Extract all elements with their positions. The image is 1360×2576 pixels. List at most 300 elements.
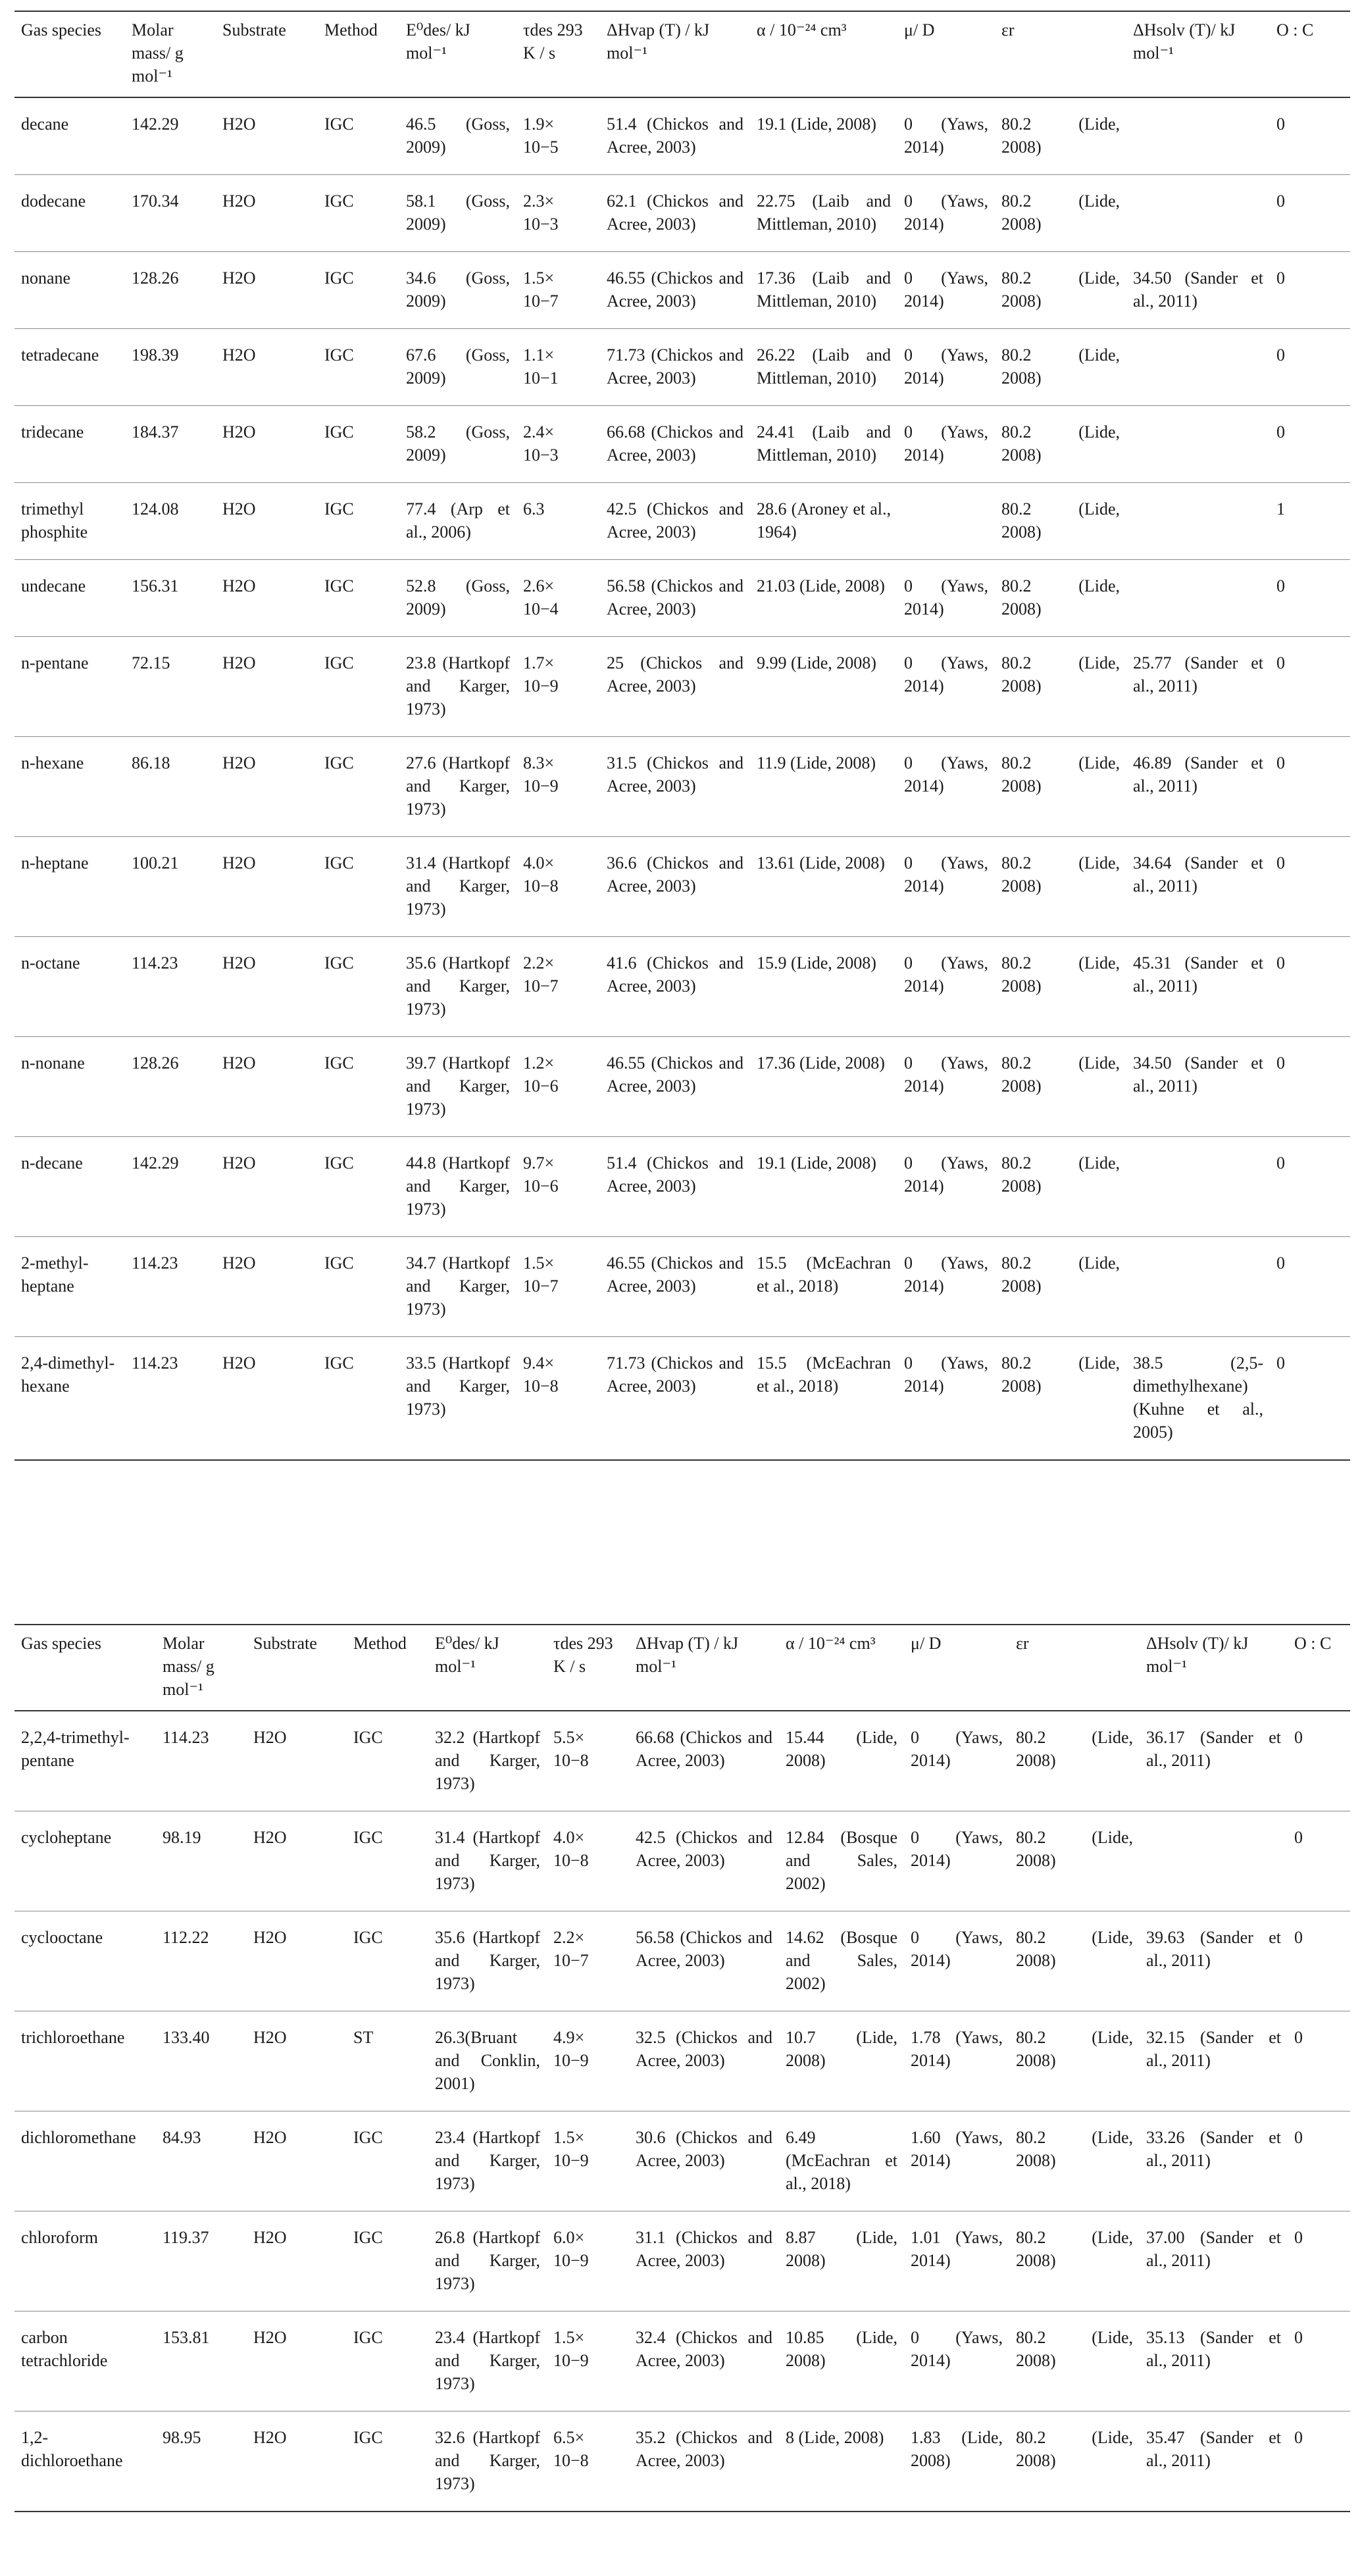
table-row [14,737,1350,837]
cell-species: trichloroethane [14,2011,156,2111]
cell-dhsolv [1126,1137,1270,1237]
cell-epsr: 80.2 (Lide, 2008) [995,937,1126,1037]
table-row [14,483,1350,560]
cell-dhsolv [1126,175,1270,252]
cell-epsr: 80.2 (Lide, 2008) [995,1337,1126,1461]
cell-edes: 67.6 (Goss, 2009) [399,329,516,406]
cell-epsr: 80.2 (Lide, 2008) [995,1037,1126,1137]
cell-edes: 31.4 (Hartkopf and Karger, 1973) [428,1811,547,1911]
cell-method: IGC [347,2412,428,2512]
cell-mu: 0 (Yaws, 2014) [897,937,995,1037]
cell-edes: 77.4 (Arp et al., 2006) [399,483,516,560]
table-body-part-2 [14,1711,1350,2512]
cell-dhsolv: 39.63 (Sander et al., 2011) [1140,1911,1288,2011]
cell-dhvap: 30.6 (Chickos and Acree, 2003) [629,2111,779,2211]
cell-method: IGC [318,837,399,937]
table-row [14,937,1350,1037]
cell-oc: 0 [1270,1237,1350,1337]
cell-dhsolv [1126,560,1270,637]
cell-alpha: 17.36 (Laib and Mittleman, 2010) [750,252,897,329]
cell-substrate: H2O [216,937,318,1037]
cell-epsr: 80.2 (Lide, 2008) [995,483,1126,560]
header-edes: E⁰des/ kJ mol⁻¹ [428,1625,547,1711]
cell-molar-mass: 114.23 [125,937,216,1037]
table-row [14,1237,1350,1337]
cell-oc: 0 [1270,97,1350,175]
cell-edes: 34.6 (Goss, 2009) [399,252,516,329]
cell-dhvap: 42.5 (Chickos and Acree, 2003) [629,1811,779,1911]
cell-substrate: H2O [216,97,318,175]
cell-mu: 0 (Yaws, 2014) [897,329,995,406]
cell-dhsolv: 46.89 (Sander et al., 2011) [1126,737,1270,837]
cell-dhsolv: 34.50 (Sander et al., 2011) [1126,252,1270,329]
cell-substrate: H2O [247,2111,347,2211]
cell-mu: 0 (Yaws, 2014) [897,1337,995,1461]
table-row [14,175,1350,252]
cell-oc: 0 [1270,406,1350,483]
cell-mu: 0 (Yaws, 2014) [897,1137,995,1237]
header-mu: μ/ D [904,1625,1009,1711]
cell-alpha: 28.6 (Aroney et al., 1964) [750,483,897,560]
cell-species: cyclooctane [14,1911,156,2011]
cell-method: IGC [347,1711,428,1811]
cell-edes: 32.2 (Hartkopf and Karger, 1973) [428,1711,547,1811]
cell-epsr: 80.2 (Lide, 2008) [1009,2311,1140,2412]
cell-molar-mass: 119.37 [156,2211,247,2311]
cell-alpha: 10.85 (Lide, 2008) [779,2311,904,2412]
cell-edes: 26.3(Bruant and Conklin, 2001) [428,2011,547,2111]
cell-epsr: 80.2 (Lide, 2008) [995,1237,1126,1337]
cell-alpha: 15.5 (McEachran et al., 2018) [750,1337,897,1461]
cell-epsr: 80.2 (Lide, 2008) [1009,2412,1140,2512]
cell-edes: 26.8 (Hartkopf and Karger, 1973) [428,2211,547,2311]
header-alpha: α / 10⁻²⁴ cm³ [779,1625,904,1711]
cell-edes: 58.2 (Goss, 2009) [399,406,516,483]
cell-dhsolv: 35.13 (Sander et al., 2011) [1140,2311,1288,2412]
cell-species: dichloromethane [14,2111,156,2211]
table-row [14,1911,1350,2011]
cell-tau: 1.5× 10−7 [516,1237,600,1337]
cell-method: IGC [318,175,399,252]
cell-method: IGC [318,1137,399,1237]
cell-molar-mass: 114.23 [156,1711,247,1811]
cell-substrate: H2O [216,1137,318,1237]
cell-tau: 6.3 [516,483,600,560]
cell-oc: 0 [1270,837,1350,937]
cell-species: 2-methyl-heptane [14,1237,125,1337]
cell-alpha: 22.75 (Laib and Mittleman, 2010) [750,175,897,252]
cell-method: IGC [318,252,399,329]
cell-tau: 2.2× 10−7 [516,937,600,1037]
cell-oc: 0 [1288,2211,1350,2311]
cell-dhvap: 71.73 (Chickos and Acree, 2003) [600,329,750,406]
table-header-row [14,11,1350,97]
cell-method: IGC [347,1911,428,2011]
cell-substrate: H2O [247,2011,347,2111]
data-table-part-2 [14,1624,1350,2512]
cell-oc: 0 [1270,1337,1350,1461]
cell-method: ST [347,2011,428,2111]
cell-alpha: 15.5 (McEachran et al., 2018) [750,1237,897,1337]
table-row [14,1811,1350,1911]
cell-tau: 4.9× 10−9 [547,2011,629,2111]
cell-substrate: H2O [216,175,318,252]
cell-epsr: 80.2 (Lide, 2008) [1009,1711,1140,1811]
cell-epsr: 80.2 (Lide, 2008) [995,97,1126,175]
cell-substrate: H2O [247,2311,347,2412]
cell-mu: 1.83 (Lide, 2008) [904,2412,1009,2512]
cell-molar-mass: 98.19 [156,1811,247,1911]
cell-dhvap: 32.4 (Chickos and Acree, 2003) [629,2311,779,2412]
cell-epsr: 80.2 (Lide, 2008) [1009,2011,1140,2111]
cell-method: IGC [318,406,399,483]
table-row [14,329,1350,406]
cell-dhvap: 41.6 (Chickos and Acree, 2003) [600,937,750,1037]
cell-dhsolv [1126,97,1270,175]
table-row [14,2111,1350,2211]
cell-mu: 0 (Yaws, 2014) [904,1711,1009,1811]
cell-epsr: 80.2 (Lide, 2008) [1009,1911,1140,2011]
cell-edes: 34.7 (Hartkopf and Karger, 1973) [399,1237,516,1337]
cell-species: undecane [14,560,125,637]
cell-oc: 0 [1288,1711,1350,1811]
cell-species: cycloheptane [14,1811,156,1911]
table-row [14,252,1350,329]
cell-dhvap: 46.55 (Chickos and Acree, 2003) [600,1037,750,1137]
cell-dhvap: 51.4 (Chickos and Acree, 2003) [600,1137,750,1237]
cell-tau: 2.6× 10−4 [516,560,600,637]
cell-tau: 1.5× 10−9 [547,2311,629,2412]
cell-dhvap: 56.58 (Chickos and Acree, 2003) [629,1911,779,2011]
cell-mu: 0 (Yaws, 2014) [897,637,995,737]
cell-method: IGC [347,1811,428,1911]
cell-alpha: 17.36 (Lide, 2008) [750,1037,897,1137]
cell-substrate: H2O [216,637,318,737]
cell-edes: 23.4 (Hartkopf and Karger, 1973) [428,2111,547,2211]
cell-substrate: H2O [216,406,318,483]
cell-oc: 0 [1270,1137,1350,1237]
cell-alpha: 8 (Lide, 2008) [779,2412,904,2512]
header-dhvap: ΔHvap (T) / kJ mol⁻¹ [629,1625,779,1711]
cell-epsr: 80.2 (Lide, 2008) [995,560,1126,637]
header-substrate: Substrate [216,11,318,97]
header-oc: O : C [1288,1625,1350,1711]
cell-edes: 39.7 (Hartkopf and Karger, 1973) [399,1037,516,1137]
cell-oc: 0 [1288,2111,1350,2211]
cell-oc: 0 [1270,175,1350,252]
cell-dhvap: 42.5 (Chickos and Acree, 2003) [600,483,750,560]
cell-dhvap: 25 (Chickos and Acree, 2003) [600,637,750,737]
cell-mu: 0 (Yaws, 2014) [897,1037,995,1137]
cell-species: n-hexane [14,737,125,837]
cell-species: chloroform [14,2211,156,2311]
cell-epsr: 80.2 (Lide, 2008) [995,637,1126,737]
cell-dhsolv: 35.47 (Sander et al., 2011) [1140,2412,1288,2512]
header-tau: τdes 293 K / s [516,11,600,97]
cell-species: tridecane [14,406,125,483]
cell-method: IGC [318,637,399,737]
cell-edes: 33.5 (Hartkopf and Karger, 1973) [399,1337,516,1461]
cell-alpha: 21.03 (Lide, 2008) [750,560,897,637]
cell-method: IGC [318,737,399,837]
cell-dhsolv: 32.15 (Sander et al., 2011) [1140,2011,1288,2111]
table-row [14,2211,1350,2311]
cell-mu: 1.60 (Yaws, 2014) [904,2111,1009,2211]
cell-tau: 1.9× 10−5 [516,97,600,175]
cell-epsr: 80.2 (Lide, 2008) [995,252,1126,329]
cell-species: trimethyl phosphite [14,483,125,560]
cell-species: carbon tetrachloride [14,2311,156,2412]
cell-molar-mass: 114.23 [125,1237,216,1337]
cell-molar-mass: 84.93 [156,2111,247,2211]
cell-oc: 0 [1288,2311,1350,2412]
cell-molar-mass: 128.26 [125,1037,216,1137]
cell-edes: 52.8 (Goss, 2009) [399,560,516,637]
cell-tau: 1.5× 10−7 [516,252,600,329]
header-substrate: Substrate [247,1625,347,1711]
cell-mu: 0 (Yaws, 2014) [904,1811,1009,1911]
cell-epsr: 80.2 (Lide, 2008) [995,406,1126,483]
cell-molar-mass: 124.08 [125,483,216,560]
cell-molar-mass: 184.37 [125,406,216,483]
header-tau: τdes 293 K / s [547,1625,629,1711]
cell-alpha: 26.22 (Laib and Mittleman, 2010) [750,329,897,406]
cell-method: IGC [347,2311,428,2412]
cell-substrate: H2O [216,1037,318,1137]
cell-molar-mass: 198.39 [125,329,216,406]
cell-edes: 31.4 (Hartkopf and Karger, 1973) [399,837,516,937]
cell-species: 1,2-dichloroethane [14,2412,156,2512]
cell-edes: 23.4 (Hartkopf and Karger, 1973) [428,2311,547,2412]
cell-molar-mass: 100.21 [125,837,216,937]
cell-dhvap: 36.6 (Chickos and Acree, 2003) [600,837,750,937]
cell-dhsolv [1126,1237,1270,1337]
table-row [14,1137,1350,1237]
cell-oc: 0 [1270,637,1350,737]
cell-edes: 44.8 (Hartkopf and Karger, 1973) [399,1137,516,1237]
cell-molar-mass: 128.26 [125,252,216,329]
cell-substrate: H2O [247,1811,347,1911]
cell-dhvap: 62.1 (Chickos and Acree, 2003) [600,175,750,252]
header-dhvap: ΔHvap (T) / kJ mol⁻¹ [600,11,750,97]
cell-edes: 46.5 (Goss, 2009) [399,97,516,175]
cell-edes: 35.6 (Hartkopf and Karger, 1973) [399,937,516,1037]
cell-tau: 4.0× 10−8 [516,837,600,937]
cell-oc: 0 [1270,937,1350,1037]
header-molar-mass: Molar mass/ g mol⁻¹ [156,1625,247,1711]
cell-method: IGC [318,560,399,637]
cell-molar-mass: 170.34 [125,175,216,252]
cell-substrate: H2O [216,1237,318,1337]
cell-species: decane [14,97,125,175]
cell-tau: 1.1× 10−1 [516,329,600,406]
cell-species: n-heptane [14,837,125,937]
cell-oc: 0 [1288,1911,1350,2011]
cell-substrate: H2O [216,329,318,406]
cell-epsr: 80.2 (Lide, 2008) [995,175,1126,252]
cell-substrate: H2O [247,2412,347,2512]
cell-mu: 0 (Yaws, 2014) [897,837,995,937]
cell-alpha: 10.7 (Lide, 2008) [779,2011,904,2111]
cell-dhsolv [1126,329,1270,406]
table-row [14,1337,1350,1461]
cell-dhsolv: 45.31 (Sander et al., 2011) [1126,937,1270,1037]
cell-oc: 0 [1288,1811,1350,1911]
cell-tau: 1.7× 10−9 [516,637,600,737]
cell-alpha: 8.87 (Lide, 2008) [779,2211,904,2311]
table-body-part-1 [14,97,1350,1460]
cell-dhvap: 66.68 (Chickos and Acree, 2003) [629,1711,779,1811]
cell-molar-mass: 142.29 [125,1137,216,1237]
cell-mu: 0 (Yaws, 2014) [897,97,995,175]
cell-method: IGC [318,1237,399,1337]
cell-edes: 27.6 (Hartkopf and Karger, 1973) [399,737,516,837]
header-edes: E⁰des/ kJ mol⁻¹ [399,11,516,97]
cell-molar-mass: 86.18 [125,737,216,837]
cell-molar-mass: 133.40 [156,2011,247,2111]
table-row [14,560,1350,637]
cell-tau: 2.4× 10−3 [516,406,600,483]
cell-epsr: 80.2 (Lide, 2008) [995,329,1126,406]
header-oc: O : C [1270,11,1350,97]
cell-mu [897,483,995,560]
cell-dhsolv: 37.00 (Sander et al., 2011) [1140,2211,1288,2311]
cell-edes: 35.6 (Hartkopf and Karger, 1973) [428,1911,547,2011]
cell-molar-mass: 153.81 [156,2311,247,2412]
header-alpha: α / 10⁻²⁴ cm³ [750,11,897,97]
cell-mu: 0 (Yaws, 2014) [897,1237,995,1337]
cell-tau: 6.0× 10−9 [547,2211,629,2311]
cell-alpha: 9.99 (Lide, 2008) [750,637,897,737]
table-row [14,406,1350,483]
table-row [14,637,1350,737]
cell-molar-mass: 112.22 [156,1911,247,2011]
cell-mu: 0 (Yaws, 2014) [904,1911,1009,2011]
cell-mu: 0 (Yaws, 2014) [897,560,995,637]
cell-oc: 1 [1270,483,1350,560]
cell-substrate: H2O [216,737,318,837]
cell-epsr: 80.2 (Lide, 2008) [1009,1811,1140,1911]
cell-oc: 0 [1288,2412,1350,2512]
table-row [14,2412,1350,2512]
cell-dhsolv: 33.26 (Sander et al., 2011) [1140,2111,1288,2211]
cell-alpha: 12.84 (Bosque and Sales, 2002) [779,1811,904,1911]
cell-alpha: 14.62 (Bosque and Sales, 2002) [779,1911,904,2011]
table-row [14,1037,1350,1137]
cell-dhvap: 46.55 (Chickos and Acree, 2003) [600,252,750,329]
cell-dhsolv [1140,1811,1288,1911]
cell-mu: 1.78 (Yaws, 2014) [904,2011,1009,2111]
cell-dhvap: 31.5 (Chickos and Acree, 2003) [600,737,750,837]
cell-dhvap: 32.5 (Chickos and Acree, 2003) [629,2011,779,2111]
cell-dhvap: 46.55 (Chickos and Acree, 2003) [600,1237,750,1337]
cell-tau: 9.4× 10−8 [516,1337,600,1461]
cell-dhsolv: 38.5 (2,5-dimethylhexane) (Kuhne et al., 2005) [1126,1337,1270,1461]
cell-mu: 0 (Yaws, 2014) [897,252,995,329]
cell-edes: 23.8 (Hartkopf and Karger, 1973) [399,637,516,737]
header-molar-mass: Molar mass/ g mol⁻¹ [125,11,216,97]
cell-tau: 2.3× 10−3 [516,175,600,252]
cell-epsr: 80.2 (Lide, 2008) [995,837,1126,937]
cell-molar-mass: 114.23 [125,1337,216,1461]
table-row [14,2311,1350,2412]
cell-mu: 0 (Yaws, 2014) [897,175,995,252]
cell-alpha: 15.9 (Lide, 2008) [750,937,897,1037]
cell-alpha: 6.49 (McEachran et al., 2018) [779,2111,904,2211]
cell-epsr: 80.2 (Lide, 2008) [1009,2111,1140,2211]
cell-tau: 6.5× 10−8 [547,2412,629,2512]
cell-oc: 0 [1270,1037,1350,1137]
cell-method: IGC [318,1337,399,1461]
cell-substrate: H2O [247,1711,347,1811]
cell-edes: 32.6 (Hartkopf and Karger, 1973) [428,2412,547,2512]
cell-dhvap: 31.1 (Chickos and Acree, 2003) [629,2211,779,2311]
cell-tau: 9.7× 10−6 [516,1137,600,1237]
cell-epsr: 80.2 (Lide, 2008) [995,1137,1126,1237]
cell-method: IGC [318,483,399,560]
header-method: Method [318,11,399,97]
data-table-part-1 [14,11,1350,1461]
cell-substrate: H2O [216,483,318,560]
cell-tau: 5.5× 10−8 [547,1711,629,1811]
cell-method: IGC [347,2111,428,2211]
cell-dhvap: 35.2 (Chickos and Acree, 2003) [629,2412,779,2512]
cell-tau: 1.5× 10−9 [547,2111,629,2211]
header-dhsolv: ΔHsolv (T)/ kJ mol⁻¹ [1126,11,1270,97]
cell-substrate: H2O [247,1911,347,2011]
cell-substrate: H2O [216,252,318,329]
cell-species: dodecane [14,175,125,252]
header-species: Gas species [14,11,125,97]
cell-oc: 0 [1270,737,1350,837]
cell-mu: 0 (Yaws, 2014) [897,737,995,837]
cell-molar-mass: 156.31 [125,560,216,637]
cell-mu: 1.01 (Yaws, 2014) [904,2211,1009,2311]
cell-dhvap: 51.4 (Chickos and Acree, 2003) [600,97,750,175]
table-row [14,97,1350,175]
cell-species: n-octane [14,937,125,1037]
cell-dhsolv: 34.50 (Sander et al., 2011) [1126,1037,1270,1137]
cell-alpha: 15.44 (Lide, 2008) [779,1711,904,1811]
cell-edes: 58.1 (Goss, 2009) [399,175,516,252]
cell-species: n-decane [14,1137,125,1237]
cell-dhsolv: 36.17 (Sander et al., 2011) [1140,1711,1288,1811]
cell-species: 2,2,4-trimethyl-pentane [14,1711,156,1811]
table-row [14,1711,1350,1811]
cell-species: 2,4-dimethyl-hexane [14,1337,125,1461]
cell-molar-mass: 98.95 [156,2412,247,2512]
cell-dhvap: 56.58 (Chickos and Acree, 2003) [600,560,750,637]
cell-dhvap: 71.73 (Chickos and Acree, 2003) [600,1337,750,1461]
cell-tau: 8.3× 10−9 [516,737,600,837]
header-dhsolv: ΔHsolv (T)/ kJ mol⁻¹ [1140,1625,1288,1711]
cell-substrate: H2O [216,560,318,637]
cell-alpha: 11.9 (Lide, 2008) [750,737,897,837]
table-header-row [14,1625,1350,1711]
cell-species: n-nonane [14,1037,125,1137]
cell-alpha: 19.1 (Lide, 2008) [750,97,897,175]
cell-tau: 4.0× 10−8 [547,1811,629,1911]
table-row [14,837,1350,937]
cell-substrate: H2O [216,837,318,937]
cell-method: IGC [318,1037,399,1137]
cell-method: IGC [318,937,399,1037]
cell-dhsolv: 25.77 (Sander et al., 2011) [1126,637,1270,737]
cell-mu: 0 (Yaws, 2014) [897,406,995,483]
cell-molar-mass: 142.29 [125,97,216,175]
cell-epsr: 80.2 (Lide, 2008) [1009,2211,1140,2311]
cell-alpha: 13.61 (Lide, 2008) [750,837,897,937]
